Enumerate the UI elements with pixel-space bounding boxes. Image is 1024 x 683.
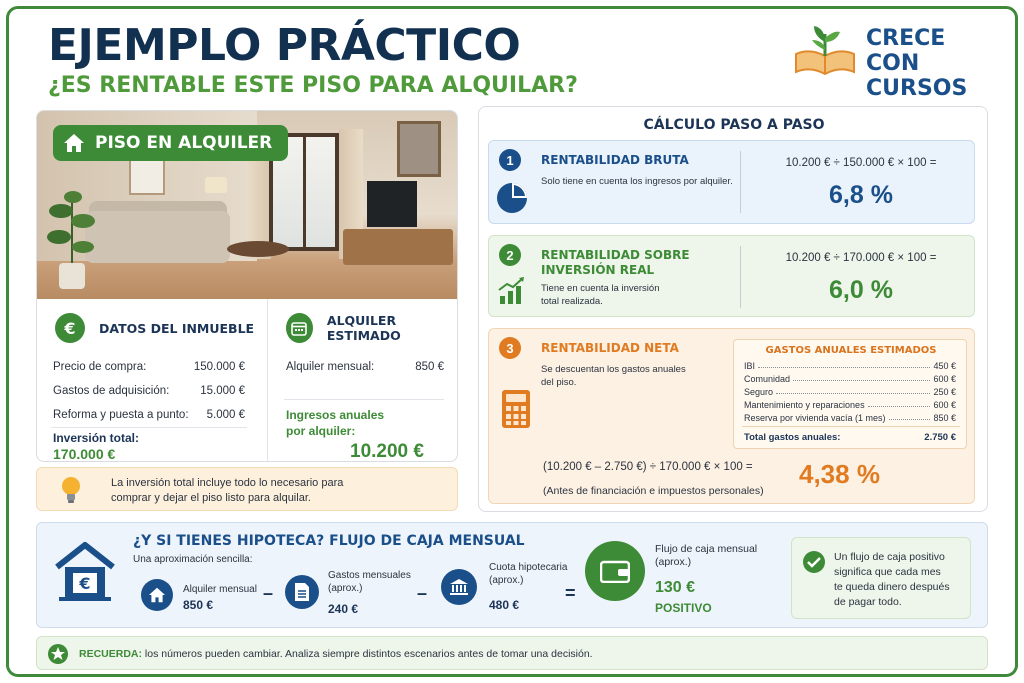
expenses-total-row: Total gastos anuales: 2.750 € <box>744 432 956 443</box>
property-card <box>36 110 458 462</box>
reminder-bar <box>36 636 988 670</box>
annual-income-value: 10.200 € <box>350 441 424 462</box>
page-subtitle: ¿ES RENTABLE ESTE PISO PARA ALQUILAR? <box>48 73 578 98</box>
step-number: 1 <box>499 149 521 171</box>
step-description: Se descuentan los gastos anuales del piso. <box>541 364 686 388</box>
data-row <box>53 361 245 373</box>
minus-sign: – <box>263 583 274 603</box>
row-label: Alquiler mensual: <box>286 361 375 373</box>
logo <box>790 20 990 101</box>
step-real-yield <box>488 235 975 317</box>
tip-box <box>36 467 458 511</box>
rental-badge <box>53 125 288 161</box>
step-title: RENTABILIDAD NETA <box>541 341 679 355</box>
total-investment-value: 170.000 € <box>53 446 116 462</box>
row-label: Gastos de adquisición: <box>53 385 170 397</box>
pie-chart-icon <box>495 181 529 215</box>
wallet-icon <box>585 541 645 601</box>
rent-block <box>267 299 458 462</box>
star-icon <box>47 643 69 665</box>
total-investment-label: Inversión total: <box>53 431 140 445</box>
expense-row: Comunidad 600 € <box>744 374 956 384</box>
row-value: 5.000 € <box>206 409 245 421</box>
logo-line-1: CRECE <box>866 26 946 51</box>
monthly-expenses-label: Gastos mensuales (aprox.) <box>328 570 411 594</box>
lightbulb-icon <box>59 475 83 505</box>
gross-result: 6,8 % <box>829 181 893 209</box>
calculation-card <box>478 106 988 512</box>
net-result: 4,38 % <box>799 459 880 489</box>
monthly-expenses-value: 240 € <box>328 602 359 616</box>
expense-row: IBI 450 € <box>744 361 956 371</box>
gross-formula: 10.200 € ÷ 150.000 € × 100 = <box>785 157 937 169</box>
data-row <box>53 385 245 397</box>
tip-text: La inversión total incluye todo lo necesario para comprar y dejar el piso listo para alquilar. <box>111 477 344 504</box>
growth-chart-icon <box>497 276 527 306</box>
check-icon <box>802 550 826 574</box>
svg-text:€: € <box>79 574 91 593</box>
property-data-block <box>37 299 267 462</box>
annual-expenses-box <box>733 339 967 449</box>
row-value: 850 € <box>415 361 444 373</box>
rent-title: ALQUILER ESTIMADO <box>326 313 401 343</box>
monthly-rent-label: Alquiler mensual <box>183 584 257 595</box>
calculator-icon <box>501 389 531 429</box>
step-title: RENTABILIDAD SOBRE INVERSIÓN REAL <box>541 248 690 277</box>
step-title: RENTABILIDAD BRUTA <box>541 153 689 167</box>
rental-badge-label: PISO EN ALQUILER <box>95 133 273 153</box>
annual-income-label: Ingresos anuales por alquiler: <box>286 408 385 438</box>
real-formula: 10.200 € ÷ 170.000 € × 100 = <box>785 252 937 264</box>
expense-row: Mantenimiento y reparaciones 600 € <box>744 400 956 410</box>
cashflow-note-box <box>791 537 971 619</box>
expense-row: Reserva por vivienda vacía (1 mes) 850 € <box>744 413 956 423</box>
step-description: Solo tiene en cuenta los ingresos por alquiler. <box>541 176 733 187</box>
bank-icon <box>441 569 477 605</box>
row-value: 150.000 € <box>193 361 245 373</box>
cashflow-value: 130 € <box>655 579 696 596</box>
logo-line-2: CON CURSOS <box>866 51 968 101</box>
reminder-text: RECUERDA: los números pueden cambiar. Analiza siempre distintos escenarios antes de tomar una decisión. <box>79 648 593 660</box>
mortgage-cashflow-section <box>36 522 988 628</box>
monthly-rent-value: 850 € <box>183 598 214 612</box>
net-note: (Antes de financiación e impuestos personales) <box>543 485 764 497</box>
row-label: Reforma y puesta a punto: <box>53 409 189 421</box>
step-description: Tiene en cuenta la inversión total realizada. <box>541 283 660 307</box>
step-number: 3 <box>499 337 521 359</box>
calendar-icon <box>286 313 313 343</box>
cashflow-note-text: Un flujo de caja positivo significa que cada mes te queda dinero después de pagar todo. <box>834 551 950 608</box>
house-icon <box>63 133 85 153</box>
step-number: 2 <box>499 244 521 266</box>
expense-row: Seguro 250 € <box>744 387 956 397</box>
house-icon <box>141 579 173 611</box>
euro-icon: € <box>55 313 85 343</box>
row-value: 15.000 € <box>200 385 245 397</box>
document-icon <box>285 575 319 609</box>
mortgage-subtitle: Una aproximación sencilla: <box>133 554 253 565</box>
calculation-title: CÁLCULO PASO A PASO <box>643 117 825 133</box>
property-data-title: DATOS DEL INMUEBLE <box>99 320 255 336</box>
mortgage-payment-value: 480 € <box>489 598 520 612</box>
step-net-yield <box>488 328 975 504</box>
page-title: EJEMPLO PRÁCTICO <box>48 20 521 71</box>
net-formula: (10.200 € – 2.750 €) ÷ 170.000 € × 100 = <box>543 461 753 473</box>
equals-sign: = <box>565 583 576 603</box>
mortgage-payment-label: Cuota hipotecaria (aprox.) <box>489 562 568 586</box>
real-result: 6,0 % <box>829 276 893 304</box>
bank-house-icon <box>53 541 117 603</box>
row-label: Precio de compra: <box>53 361 147 373</box>
mortgage-title: ¿Y SI TIENES HIPOTECA? FLUJO DE CAJA MENSUAL <box>133 533 525 549</box>
minus-sign: – <box>417 583 428 603</box>
step-gross-yield <box>488 140 975 224</box>
data-row <box>53 409 245 421</box>
book-plant-icon <box>790 20 860 78</box>
cashflow-status: POSITIVO <box>655 601 712 615</box>
cashflow-label: Flujo de caja mensual (aprox.) <box>655 543 758 568</box>
annual-expenses-title: GASTOS ANUALES ESTIMADOS <box>765 345 937 356</box>
monthly-rent-row <box>286 361 444 373</box>
